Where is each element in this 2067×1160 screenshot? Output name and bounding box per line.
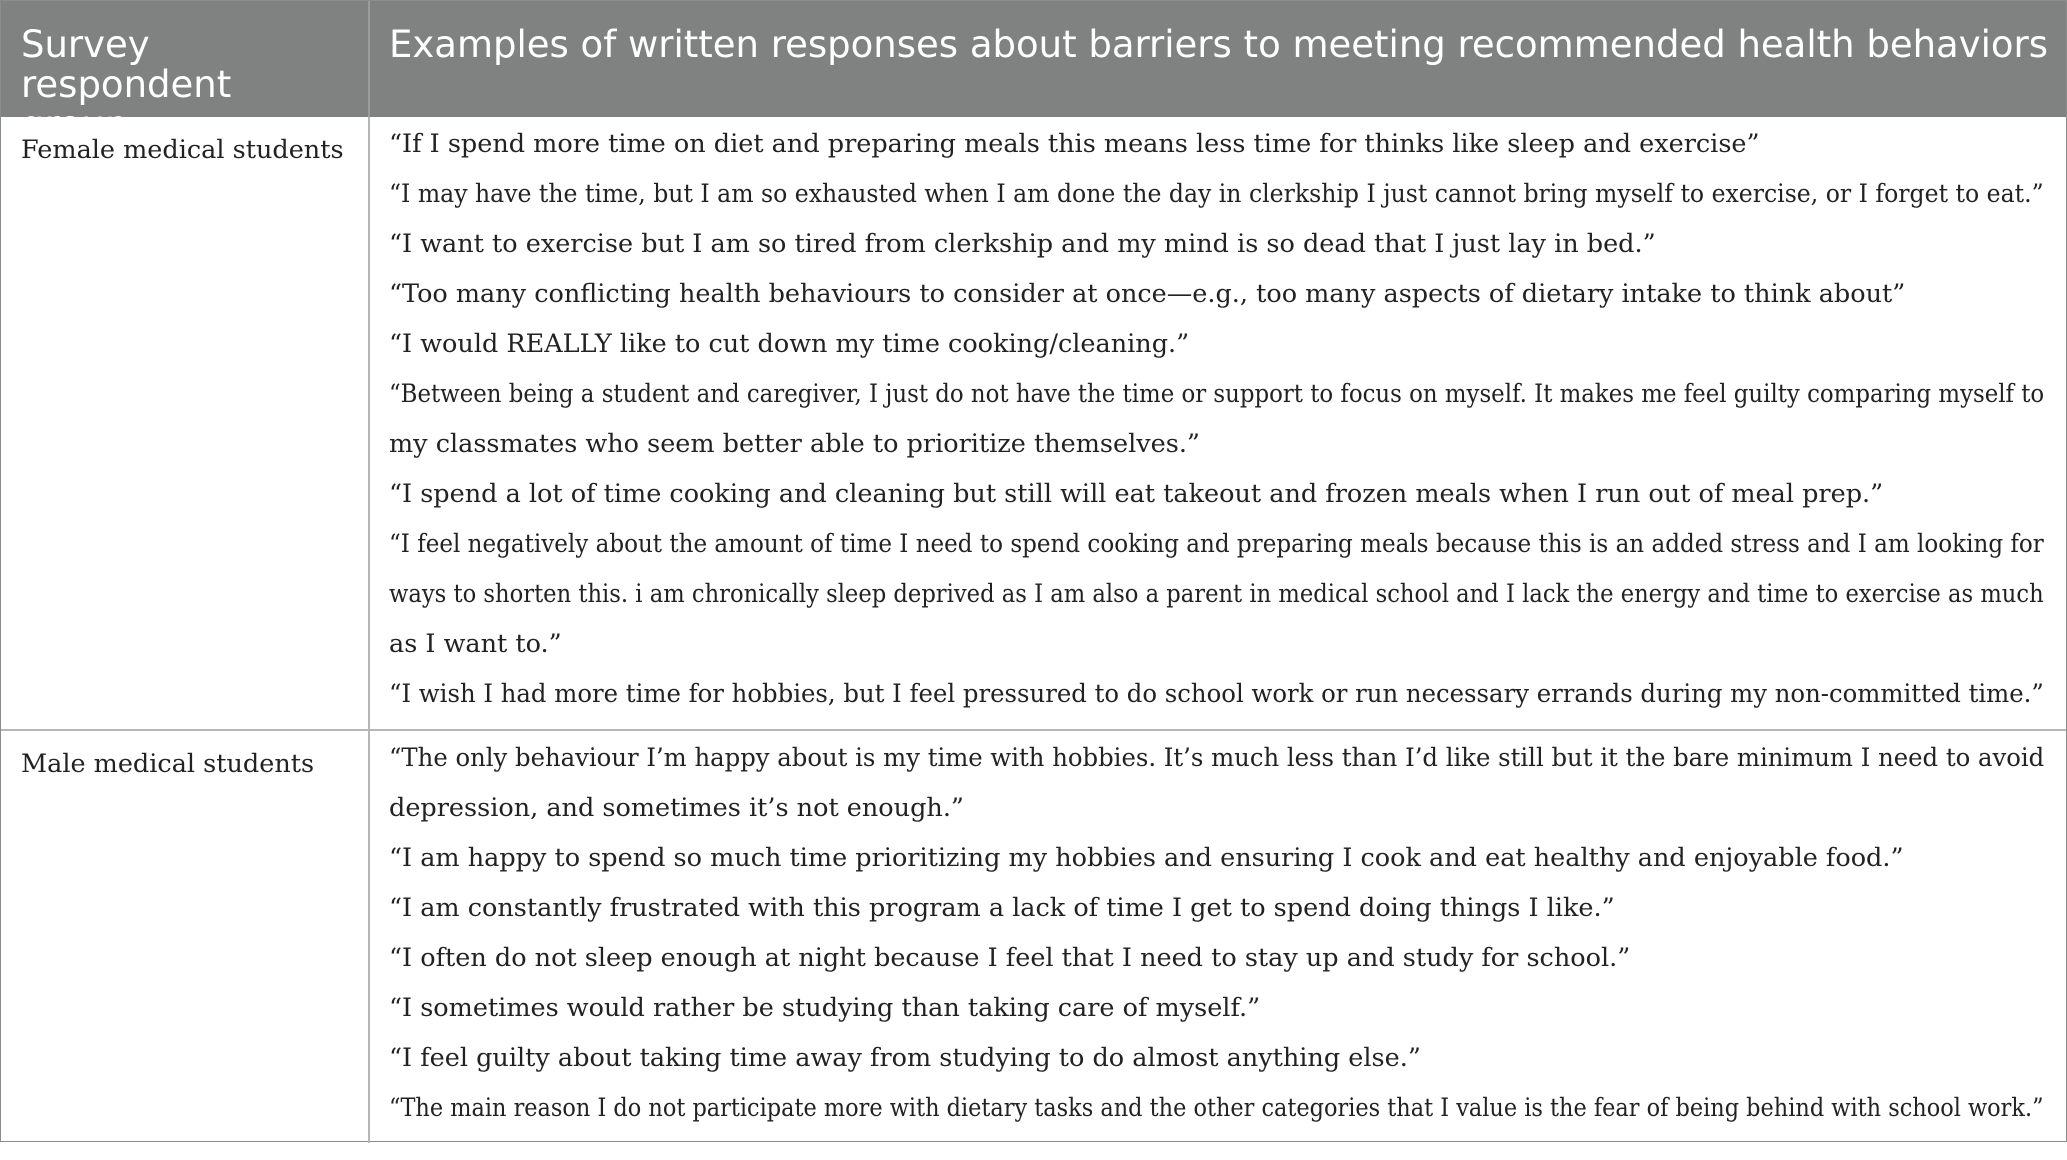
- response-line: “I would REALLY like to cut down my time cooking/cleaning.”: [389, 329, 1190, 359]
- response-line: “I am happy to spend so much time prioritizing my hobbies and ensuring I cook and eat healthy and enjoyable food.”: [389, 843, 1904, 873]
- header-group-line-1: Survey respondent: [21, 23, 232, 106]
- response-line: “Between being a student and caregiver, I just do not have the time or support to focus on myself. It makes me feel guilty comparing myself to: [389, 379, 2045, 409]
- response-line: “The main reason I do not participate more with dietary tasks and the other categories that I value is the fear of being behind with school work.”: [389, 1093, 2044, 1123]
- column-divider: [368, 731, 370, 1143]
- response-line: “I often do not sleep enough at night because I feel that I need to stay up and study for school.”: [389, 943, 1631, 973]
- response-line: my classmates who seem better able to prioritize themselves.”: [389, 429, 1200, 459]
- response-line: “The only behaviour I’m happy about is my time with hobbies. It’s much less than I’d like still but it the bare minimum I need to avoid: [389, 743, 2045, 773]
- response-line: ways to shorten this. i am chronically sleep deprived as I am also a parent in medical school and I lack the energy and time to exercise as much: [389, 579, 2044, 609]
- response-line: “I am constantly frustrated with this program a lack of time I get to spend doing things I like.”: [389, 893, 1615, 923]
- response-line: “I feel negatively about the amount of time I need to spend cooking and preparing meals because this is an added stress and I am looking for: [389, 529, 2044, 559]
- response-line: “I may have the time, but I am so exhausted when I am done the day in clerkship I just cannot bring myself to exercise, or I forget to eat.”: [389, 179, 2044, 209]
- response-line: “If I spend more time on diet and preparing meals this means less time for thinks like sleep and exercise”: [389, 129, 1760, 159]
- header-group-line-2: group: [21, 103, 129, 146]
- response-line: “I want to exercise but I am so tired from clerkship and my mind is so dead that I just lay in bed.”: [389, 229, 1656, 259]
- response-line: “I wish I had more time for hobbies, but I feel pressured to do school work or run necessary errands during my non-committed time.”: [389, 679, 2044, 709]
- group-label: Female medical students: [21, 135, 344, 165]
- column-divider: [368, 117, 370, 729]
- response-line: as I want to.”: [389, 629, 562, 659]
- header-responses: Examples of written responses about barriers to meeting recommended health behaviors: [389, 23, 2049, 66]
- response-line: “Too many conflicting health behaviours to consider at once—e.g., too many aspects of dietary intake to think about”: [389, 279, 1906, 309]
- response-line: “I spend a lot of time cooking and cleaning but still will eat takeout and frozen meals when I run out of meal prep.”: [389, 479, 1884, 509]
- group-label: Male medical students: [21, 749, 315, 779]
- response-line: “I sometimes would rather be studying than taking care of myself.”: [389, 993, 1261, 1023]
- table-row: [1, 117, 2066, 731]
- response-line: depression, and sometimes it’s not enough.”: [389, 793, 964, 823]
- response-line: “I feel guilty about taking time away from studying to do almost anything else.”: [389, 1043, 1421, 1073]
- table-row: [1, 731, 2066, 1143]
- column-divider: [368, 1, 370, 117]
